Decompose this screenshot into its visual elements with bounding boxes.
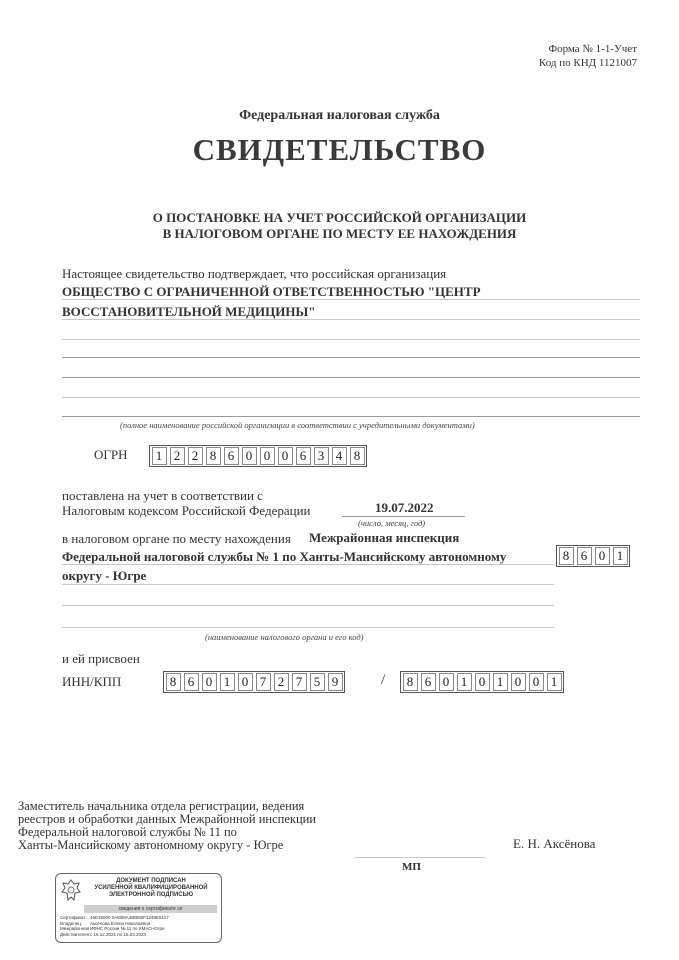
stamp-place: МП bbox=[402, 861, 421, 873]
ogrn-cells bbox=[149, 445, 367, 467]
tax-authority-name-3: округу - Югре bbox=[62, 568, 147, 583]
tax-authority-name-1: Межрайонная инспекция bbox=[309, 530, 460, 545]
tax-code-digit: 6 bbox=[577, 547, 592, 565]
kpp-digit: 0 bbox=[475, 673, 490, 691]
tax-authority-underline bbox=[62, 584, 554, 585]
stamp-header-line: ЭЛЕКТРОННОЙ ПОДПИСЬЮ bbox=[108, 892, 194, 898]
inn-digit: 5 bbox=[310, 673, 325, 691]
inn-digit: 7 bbox=[292, 673, 307, 691]
signatory-position bbox=[18, 800, 316, 852]
inn-digit: 2 bbox=[274, 673, 289, 691]
kpp-digit: 6 bbox=[421, 673, 436, 691]
ogrn-digit: 3 bbox=[314, 447, 329, 465]
kpp-digit: 8 bbox=[403, 673, 418, 691]
date-note: (число, месяц, год) bbox=[358, 518, 426, 528]
blank-line bbox=[62, 377, 640, 378]
tax-code-digit: 0 bbox=[595, 547, 610, 565]
form-code bbox=[539, 42, 637, 70]
registration-date: 19.07.2022 bbox=[375, 500, 434, 515]
stamp-row: Сертификат: 46E35000 0AEB8A4BBEBF3248E5117 bbox=[60, 915, 169, 920]
signatory-name: Е. Н. Аксёнова bbox=[513, 836, 596, 851]
subtitle-line-1: О ПОСТАНОВКЕ НА УЧЕТ РОССИЙСКОЙ ОРГАНИЗАЦИИ bbox=[152, 210, 527, 225]
signatory-position-line: Заместитель начальника отдела регистрации, ведения bbox=[18, 799, 305, 813]
signature-line bbox=[355, 857, 485, 858]
signatory-position-line: реестров и обработки данных Межрайонной инспекции bbox=[18, 812, 317, 826]
blank-line bbox=[62, 397, 640, 398]
inn-digit: 8 bbox=[166, 673, 181, 691]
ogrn-digit: 6 bbox=[224, 447, 239, 465]
inn-digit: 0 bbox=[202, 673, 217, 691]
agency-name: Федеральная налоговая служба bbox=[239, 108, 440, 123]
kpp-digit: 0 bbox=[511, 673, 526, 691]
tax-authority-underline bbox=[62, 627, 554, 628]
blank-line bbox=[62, 339, 640, 340]
stamp-details bbox=[60, 915, 169, 937]
knd-code: Код по КНД 1121007 bbox=[538, 57, 637, 69]
ogrn-digit: 0 bbox=[278, 447, 293, 465]
ogrn-digit: 0 bbox=[260, 447, 275, 465]
kpp-digit: 1 bbox=[457, 673, 472, 691]
registration-line-1: поставлена на учет в соответствии с bbox=[62, 488, 263, 503]
ogrn-digit: 2 bbox=[188, 447, 203, 465]
inn-digit: 6 bbox=[184, 673, 199, 691]
stamp-certificate-bar: сведения о сертификате эп bbox=[84, 905, 217, 913]
inn-kpp-separator: / bbox=[381, 672, 386, 688]
ogrn-digit: 8 bbox=[350, 447, 365, 465]
stamp-header bbox=[84, 878, 218, 899]
inn-cells bbox=[163, 671, 345, 693]
intro-text: Настоящее свидетельство подтверждает, что российская организация bbox=[62, 266, 447, 281]
stamp-header-line: ДОКУМЕНТ ПОДПИСАН bbox=[116, 878, 186, 884]
assigned-text: и ей присвоен bbox=[62, 651, 140, 666]
tax-authority-prefix: в налоговом органе по месту нахождения bbox=[62, 531, 291, 546]
document-subtitle bbox=[0, 210, 679, 242]
tax-code-digit: 1 bbox=[613, 547, 628, 565]
stamp-header-line: УСИЛЕННОЙ КВАЛИФИЦИРОВАННОЙ bbox=[94, 885, 208, 891]
ogrn-digit: 8 bbox=[206, 447, 221, 465]
tax-code-digit: 8 bbox=[559, 547, 574, 565]
ogrn-digit: 2 bbox=[170, 447, 185, 465]
tax-authority-note: (наименование налогового органа и его код) bbox=[205, 632, 364, 642]
ogrn-digit: 0 bbox=[242, 447, 257, 465]
kpp-cells bbox=[400, 671, 564, 693]
tax-authority-name-2: Федеральной налоговой службы № 1 по Ханты-Мансийскому автономному bbox=[62, 549, 507, 564]
signatory-position-line: Федеральной налоговой службы № 11 по bbox=[18, 825, 237, 839]
org-name-underline-2 bbox=[62, 319, 640, 320]
form-number: Форма № 1-1-Учет bbox=[548, 43, 637, 55]
ogrn-digit: 6 bbox=[296, 447, 311, 465]
inn-kpp-label: ИНН/КПП bbox=[62, 674, 122, 689]
stamp-row: МежрайоннаяИФНС России № 11 по ХМАО-Югре bbox=[60, 926, 165, 932]
kpp-digit: 1 bbox=[493, 673, 508, 691]
ogrn-digit: 4 bbox=[332, 447, 347, 465]
subtitle-line-2: В НАЛОГОВОМ ОРГАНЕ ПО МЕСТУ ЕЕ НАХОЖДЕНИЯ bbox=[162, 226, 517, 241]
blank-line bbox=[62, 416, 640, 417]
org-name-note: (полное наименование российской организации в соответствии с учредительными документами) bbox=[120, 420, 475, 430]
emblem-icon bbox=[60, 878, 82, 904]
kpp-digit: 1 bbox=[547, 673, 562, 691]
stamp-row: Действителен:с 16.12.2021 по 16.03.2023 bbox=[60, 931, 146, 937]
tax-authority-underline bbox=[62, 564, 554, 565]
org-name-line-2: ВОССТАНОВИТЕЛЬНОЙ МЕДИЦИНЫ" bbox=[62, 304, 316, 319]
ogrn-digit: 1 bbox=[152, 447, 167, 465]
date-underline bbox=[342, 516, 465, 517]
inn-digit: 1 bbox=[220, 673, 235, 691]
tax-authority-code-cells bbox=[556, 545, 630, 567]
org-name-line-1: ОБЩЕСТВО С ОГРАНИЧЕННОЙ ОТВЕТСТВЕННОСТЬЮ "ЦЕНТР bbox=[62, 284, 481, 299]
inn-digit: 9 bbox=[328, 673, 343, 691]
kpp-digit: 0 bbox=[439, 673, 454, 691]
signatory-position-line: Ханты-Мансийскому автономному округу - Югре bbox=[18, 838, 284, 852]
org-name-underline-1 bbox=[62, 299, 640, 300]
blank-line bbox=[62, 357, 640, 358]
stamp-row: Владелец: Аксёнова Елена Николаевна bbox=[60, 920, 151, 926]
tax-authority-underline bbox=[62, 605, 554, 606]
kpp-digit: 0 bbox=[529, 673, 544, 691]
registration-line-2: Налоговым кодексом Российской Федерации bbox=[62, 503, 311, 518]
document-title: СВИДЕТЕЛЬСТВО bbox=[192, 132, 487, 167]
ogrn-label: ОГРН bbox=[94, 447, 128, 462]
inn-digit: 7 bbox=[256, 673, 271, 691]
inn-digit: 0 bbox=[238, 673, 253, 691]
e-signature-stamp bbox=[55, 873, 222, 943]
